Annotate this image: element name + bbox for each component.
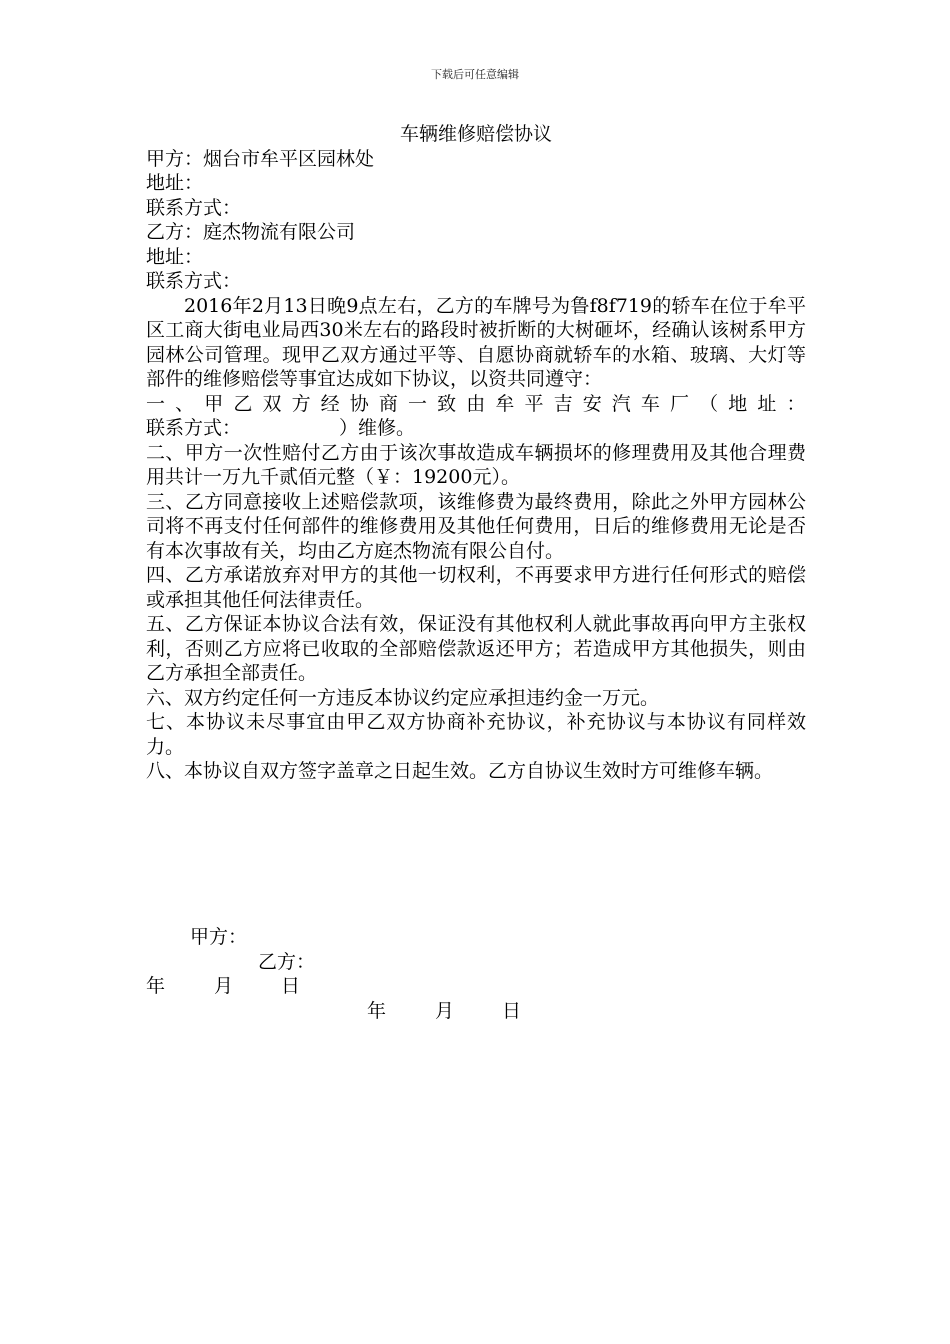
date-a-year: 年 bbox=[146, 975, 166, 997]
signature-party-a: 甲方： bbox=[190, 926, 248, 948]
document-title: 车辆维修赔偿协议 bbox=[399, 123, 552, 145]
date-b-year: 年 bbox=[367, 1000, 387, 1022]
intro-paragraph: 2016年2月13日晚9点左右，乙方的车牌号为鲁f8f719的轿车在位于牟平区工商大街电业局西30米左右的路段时被折断的大树砸坏，经确认该树系甲方园林公司管理。现甲乙双方通过平等、自愿协商就轿车的水箱、玻璃、大灯等部件的维修赔偿等事宜达成如下协议，以资共同遵守： bbox=[146, 294, 806, 390]
agreement-body bbox=[146, 122, 806, 784]
clause-4: 四、乙方承诺放弃对甲方的其他一切权利，不再要求甲方进行任何形式的赔偿或承担其他任何法律责任。 bbox=[146, 564, 806, 611]
clause-1-end: ）维修。 bbox=[339, 417, 416, 439]
clause-2: 二、甲方一次性赔付乙方由于该次事故造成车辆损坏的修理费用及其他合理费用共计一万九千贰佰元整（￥：19200元）。 bbox=[146, 441, 806, 488]
clause-5: 五、乙方保证本协议合法有效，保证没有其他权利人就此事故再向甲方主张权利，否则乙方应将已收取的全部赔偿款返还甲方；若造成甲方其他损失，则由乙方承担全部责任。 bbox=[146, 613, 806, 684]
date-b-month: 月 bbox=[435, 1000, 455, 1022]
clause-8: 八、本协议自双方签字盖章之日起生效。乙方自协议生效时方可维修车辆。 bbox=[146, 760, 774, 782]
party-b-contact: 联系方式： bbox=[146, 270, 242, 292]
party-b-name: 乙方：庭杰物流有限公司 bbox=[146, 221, 356, 243]
date-a-day: 日 bbox=[281, 975, 301, 997]
date-b-day: 日 bbox=[502, 1000, 522, 1022]
clause-6: 六、双方约定任何一方违反本协议约定应承担违约金一万元。 bbox=[146, 686, 660, 709]
signature-party-b: 乙方： bbox=[258, 951, 316, 973]
clause-3: 三、乙方同意接收上述赔偿款项，该维修费为最终费用，除此之外甲方园林公司将不再支付任何部件的维修费用及其他任何费用，日后的维修费用无论是否有本次事故有关，均由乙方庭杰物流有限公自付。 bbox=[146, 490, 806, 562]
party-a-contact: 联系方式： bbox=[146, 196, 242, 219]
clause-7: 七、本协议未尽事宜由甲乙双方协商补充协议，补充协议与本协议有同样效力。 bbox=[146, 711, 806, 758]
date-a-month: 月 bbox=[214, 975, 234, 997]
clause-1-line: 一、甲乙双方经协商一致由牟平吉安汽车厂（地址： bbox=[146, 392, 806, 415]
date-line-b bbox=[367, 996, 521, 1023]
clause-1-contact bbox=[146, 416, 806, 441]
header-note: 下载后可任意编辑 bbox=[431, 68, 519, 81]
clause-1-contact-label: 联系方式： bbox=[146, 417, 242, 439]
party-a-name: 甲方：烟台市牟平区园林处 bbox=[146, 147, 375, 170]
date-line-a bbox=[146, 971, 300, 998]
party-a-address: 地址： bbox=[146, 172, 204, 194]
party-b-address: 地址： bbox=[146, 245, 204, 268]
